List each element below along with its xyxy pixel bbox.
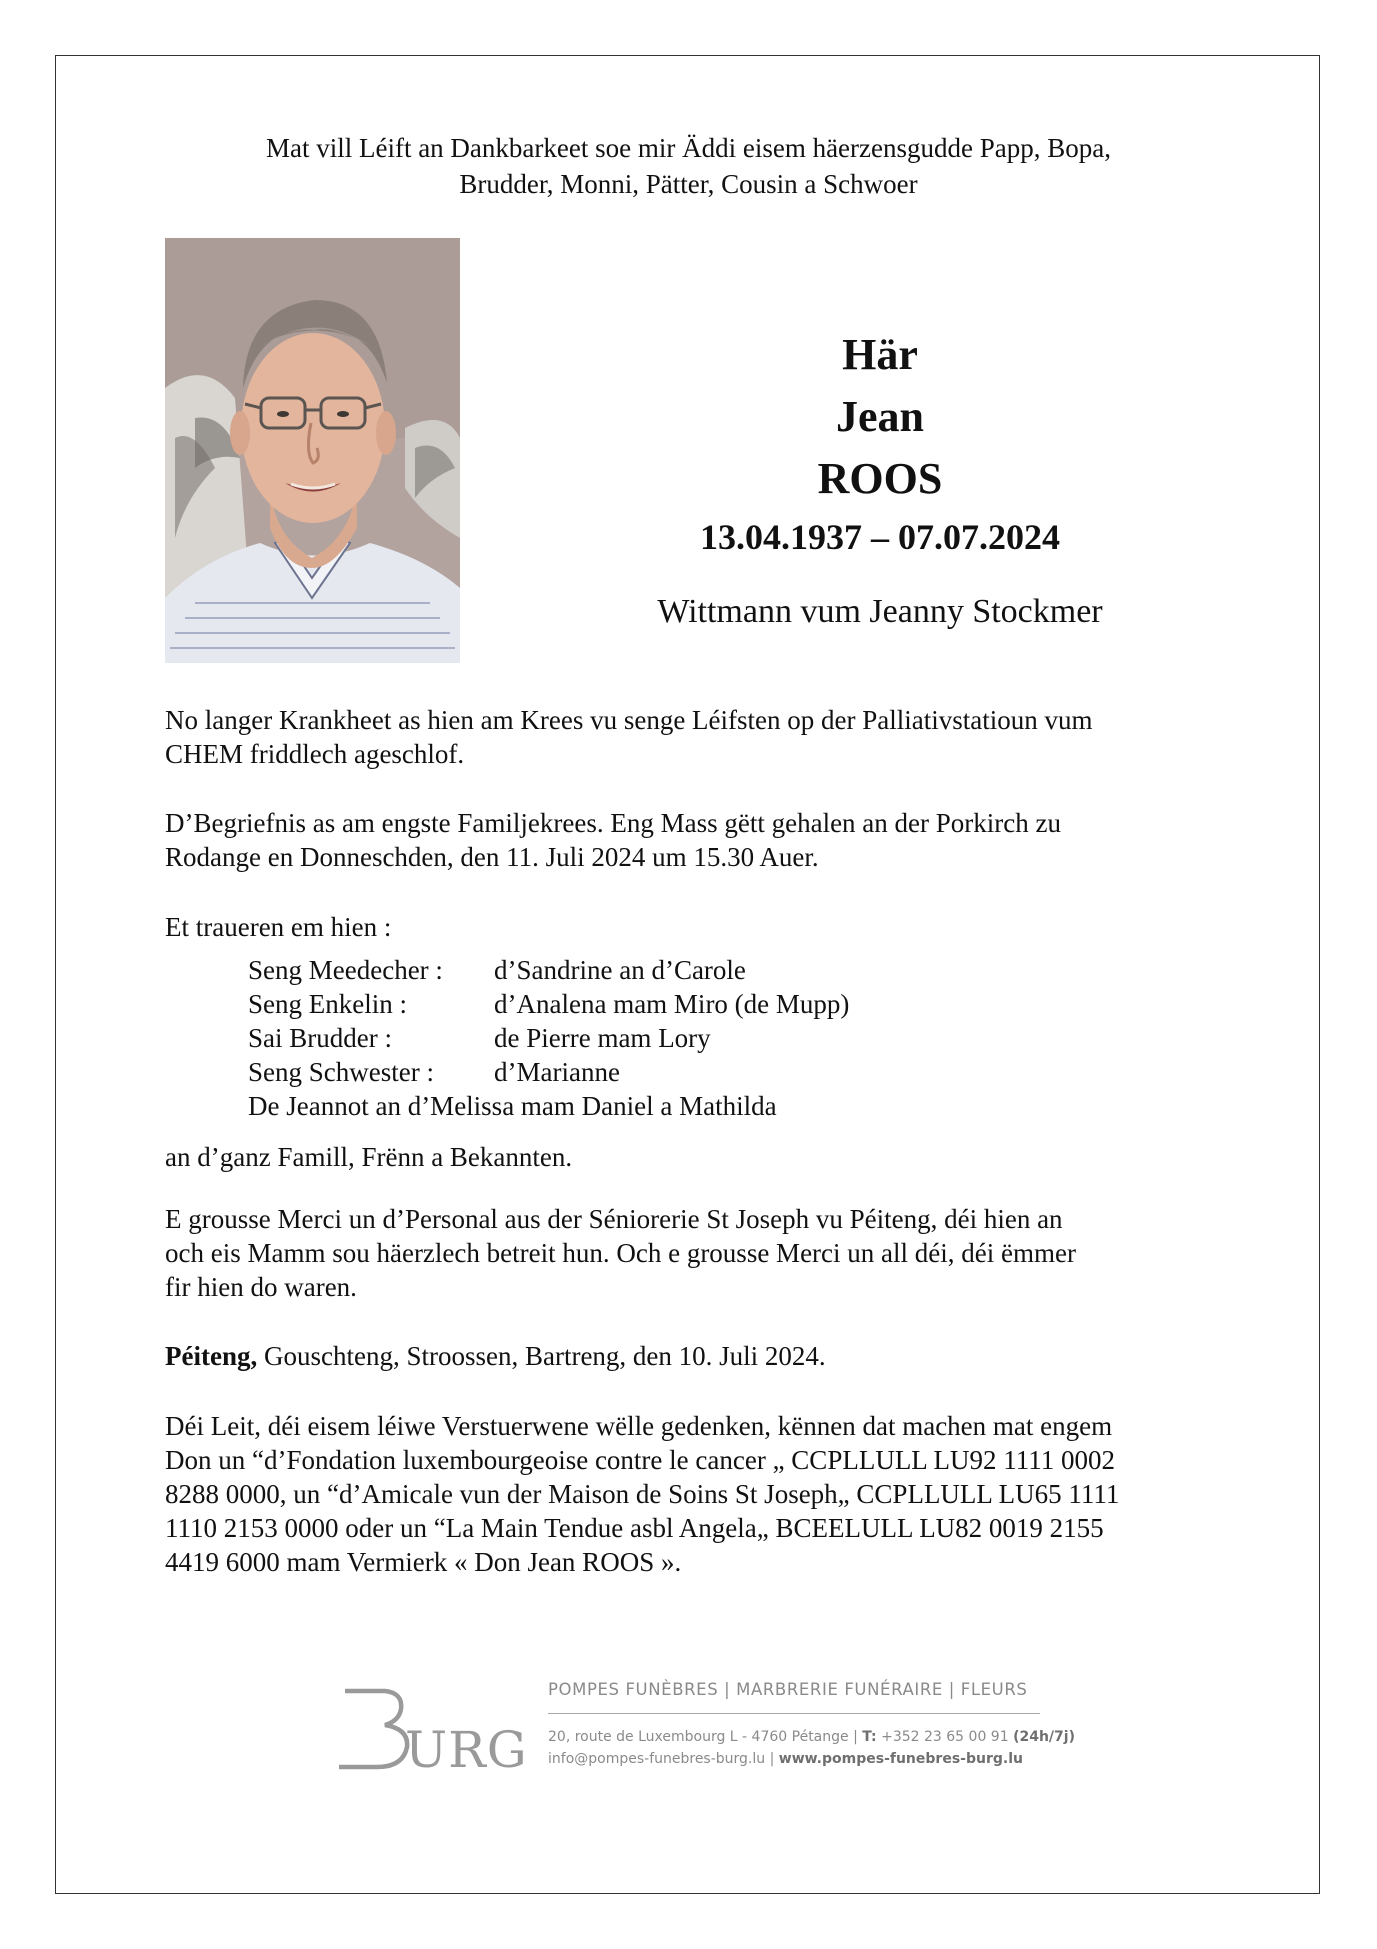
- logo-mark: [333, 1677, 528, 1779]
- footer-divider: [548, 1713, 1040, 1714]
- name-block: [540, 330, 1220, 660]
- last-name: ROOS: [817, 454, 943, 503]
- footer-services: POMPES FUNÈBRES | MARBRERIE FUNÉRAIRE | FLEURS: [548, 1680, 1028, 1699]
- logo-text: URG: [405, 1721, 528, 1779]
- mourner-names: d’Sandrine an d’Carole: [494, 955, 746, 985]
- portrait-photo: [165, 238, 460, 663]
- text-line: och eis Mamm sou häerzlech betreit hun. Och e grousse Merci un all déi, déi ëmmer: [165, 1238, 1076, 1268]
- text-line: D’Begriefnis as am engste Familjekrees. Eng Mass gëtt gehalen an der Porkirch zu: [165, 808, 1061, 838]
- life-dates: 13.04.1937 – 07.07.2024: [700, 517, 1060, 557]
- mourner-row: [248, 987, 849, 1021]
- text-line: 1110 2153 0000 oder un “La Main Tendue asbl Angela„ BCEELULL LU82 0019 2155: [165, 1513, 1104, 1543]
- portrait-image: [165, 238, 460, 663]
- mourner-extra: De Jeannot an d’Melissa mam Daniel a Mathilda: [248, 1091, 777, 1121]
- footer-phone-note: (24h/7j): [1013, 1729, 1075, 1745]
- honorific: Här: [842, 330, 918, 379]
- text-line: CHEM friddlech ageschlof.: [165, 739, 465, 769]
- footer-address-line: [548, 1726, 1075, 1748]
- first-name: Jean: [836, 392, 924, 441]
- paragraph-funeral: [165, 806, 1225, 874]
- mourner-names: d’Analena mam Miro (de Mupp): [494, 989, 850, 1019]
- footer-phone: +352 23 65 00 91: [876, 1729, 1014, 1745]
- text-line: 4419 6000 mam Vermierk « Don Jean ROOS ».: [165, 1547, 682, 1577]
- mourner-names: de Pierre mam Lory: [494, 1023, 711, 1053]
- text-line: Rodange en Donneschden, den 11. Juli 2024 um 15.30 Auer.: [165, 842, 819, 872]
- mourner-names: d’Marianne: [494, 1057, 620, 1087]
- mourner-row: [248, 1021, 849, 1055]
- family-line: an d’ganz Famill, Frënn a Bekannten.: [165, 1142, 573, 1172]
- footer-web-line: [548, 1748, 1048, 1770]
- paragraph-passing: [165, 703, 1225, 771]
- footer-contact: [548, 1680, 1075, 1770]
- text-line: 8288 0000, un “d’Amicale vun der Maison de Soins St Joseph„ CCPLLULL LU65 1111: [165, 1479, 1120, 1509]
- footer-email: info@pompes-funebres-burg.lu |: [548, 1751, 779, 1767]
- mourner-role: Sai Brudder :: [248, 1023, 392, 1053]
- mourner-role: Seng Schwester :: [248, 1057, 434, 1087]
- intro-line-1: Mat vill Léift an Dankbarkeet soe mir Äddi eisem häerzensgudde Papp, Bopa,: [265, 133, 1111, 163]
- mourners-list: [248, 953, 849, 1123]
- place-rest: Gouschteng, Stroossen, Bartreng, den 10. Juli 2024.: [257, 1341, 826, 1371]
- text-line: No langer Krankheet as hien am Krees vu senge Léifsten op der Palliativstatioun vum: [165, 705, 1093, 735]
- text-line: Déi Leit, déi eisem léiwe Verstuerwene wëlle gedenken, kënnen dat machen mat engem: [165, 1411, 1113, 1441]
- text-line: fir hien do waren.: [165, 1272, 357, 1302]
- mourner-role: Seng Enkelin :: [248, 989, 407, 1019]
- intro-line-2: Brudder, Monni, Pätter, Cousin a Schwoer: [459, 169, 918, 199]
- text-line: Don un “d’Fondation luxembourgeoise contre le cancer „ CCPLLULL LU92 1111 0002: [165, 1445, 1116, 1475]
- intro-text: [0, 130, 1377, 202]
- footer-address: 20, route de Luxembourg L - 4760 Pétange |: [548, 1729, 863, 1745]
- footer-website: www.pompes-funebres-burg.lu: [778, 1751, 1023, 1767]
- burg-logo: [333, 1677, 528, 1779]
- text-line: E grousse Merci un d’Personal aus der Séniorerie St Joseph vu Péiteng, déi hien an: [165, 1204, 1063, 1234]
- mourning-intro: Et traueren em hien :: [165, 912, 392, 942]
- paragraph-thanks: [165, 1202, 1225, 1304]
- place-date-line: [165, 1339, 1225, 1373]
- mourner-row: [248, 1055, 849, 1089]
- mourner-row: [248, 953, 849, 987]
- footer-phone-label: T:: [862, 1729, 877, 1745]
- mourner-role: Seng Meedecher :: [248, 955, 443, 985]
- place-bold: Péiteng,: [165, 1341, 258, 1371]
- spouse-line: Wittmann vum Jeanny Stockmer: [657, 593, 1103, 630]
- paragraph-donations: [165, 1409, 1225, 1579]
